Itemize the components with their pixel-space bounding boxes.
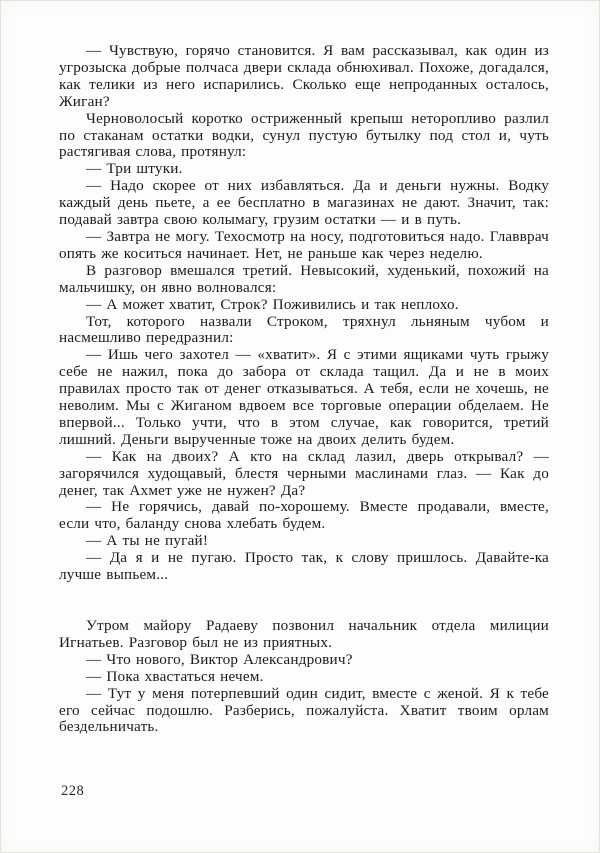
text-block [59, 43, 549, 736]
section-break [59, 584, 549, 618]
paragraph: — Не горячись, давай по-хорошему. Вместе продавали, вместе, если что, баланду снова хлебать будем. [59, 498, 549, 533]
paragraph: Тот, которого назвали Строком, тряхнул льняным чубом и насмешливо передразнил: [59, 312, 549, 347]
paragraph: — Пока хвастаться нечем. [86, 667, 264, 685]
paragraph: — Завтра не могу. Техосмотр на носу, подготовиться надо. Главврач опять же коситься начинает. Нет, не раньше как через неделю. [59, 227, 549, 262]
paragraph: Черноволосый коротко остриженный крепыш неторопливо разлил по стаканам остатки водки, сунул пустую бутылку под стол и, чуть растягивая слова, протянул: [59, 109, 549, 161]
paragraph: — Три штуки. [86, 160, 183, 178]
page-number: 228 [61, 783, 85, 799]
paragraph: Утром майору Радаеву позвонил начальник отдела милиции Игнатьев. Разговор был не из приятных. [59, 617, 549, 651]
paragraph: — Надо скорее от них избавляться. Да и деньги нужны. Водку каждый день пьете, а ее бесплатно в магазинах не дают. Значит, так: подавай завтра свою колымагу, грузим остатки — и в путь. [59, 177, 549, 229]
paragraph: — Чувствую, горячо становится. Я вам рассказывал, как один из угрозыска добрые полчаса двери склада обнюхивал. Похоже, догадался, как телики из него испарились. Сколько еще непроданных осталось, Жиган? [59, 42, 549, 110]
paragraph: — Тут у меня потерпевший один сидит, вместе с женой. Я к тебе его сейчас подошлю. Разберись, пожалуйста. Хватит твоим орлам бездельничать. [59, 684, 549, 736]
paragraph: — Ишь чего захотел — «хватит». Я с этими ящиками чуть грыжу себе не нажил, пока до забора от склада тащил. Да и не в моих правилах просто так от денег отказываться. А тебя, если не хочешь, не неволим. Мы с Жиганом вдвоем все торговые операции обделаем. Не впервой... Только учти, что в этом случае, как говорится, третий лишний. Деньги вырученные тоже на двоих делить будем. [59, 346, 549, 448]
paragraph: — А ты не пугай! [86, 532, 209, 550]
paragraph: — А может хватит, Строк? Поживились и так неплохо. [86, 295, 459, 313]
paragraph: — Что нового, Виктор Александрович? [86, 650, 353, 668]
paragraph: В разговор вмешался третий. Невысокий, худенький, похожий на мальчишку, он явно волновался: [59, 261, 549, 296]
paragraph: — Как на двоих? А кто на склад лазил, дверь открывал? — загорячился худощавый, блестя черными маслинами глаз. — Как до денег, так Ахмет уже не нужен? Да? [59, 447, 549, 499]
paragraph: — Да я и не пугаю. Просто так, к слову пришлось. Давайте-ка лучше выпьем... [59, 549, 549, 584]
